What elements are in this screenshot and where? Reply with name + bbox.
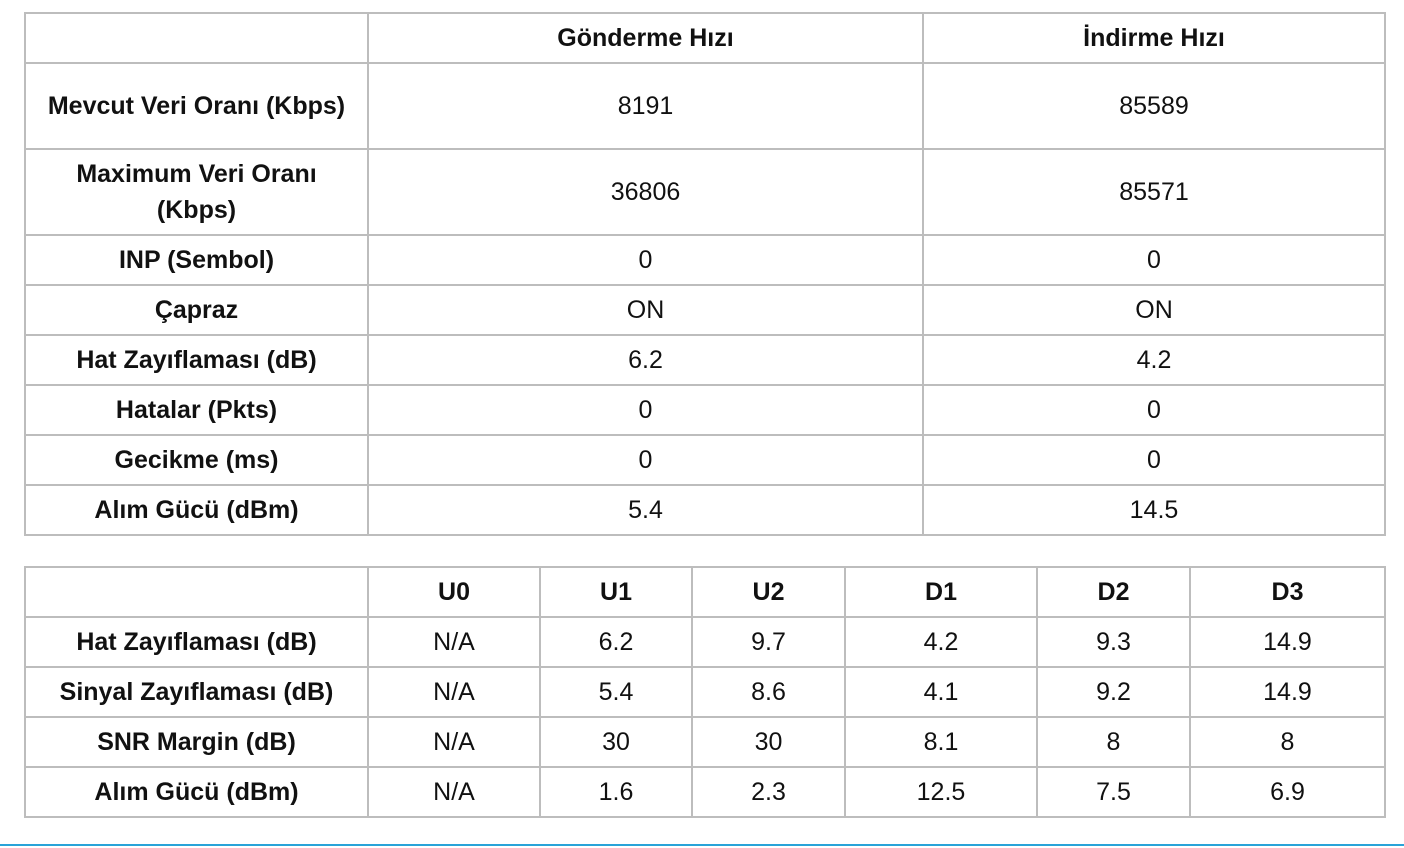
table-cell: N/A [368, 667, 540, 717]
column-header-d1: D1 [845, 567, 1037, 617]
table-row [25, 285, 1385, 335]
table-cell: 8 [1190, 717, 1385, 767]
download-value: 4.2 [923, 335, 1385, 385]
download-value: 0 [923, 385, 1385, 435]
table-row [25, 485, 1385, 535]
table-row [25, 717, 1385, 767]
table-row [25, 149, 1385, 235]
column-header-u1: U1 [540, 567, 692, 617]
table-cell: 30 [692, 717, 845, 767]
table-cell: 9.2 [1037, 667, 1190, 717]
table-cell: 4.1 [845, 667, 1037, 717]
table-cell: 4.2 [845, 617, 1037, 667]
table-cell: 5.4 [540, 667, 692, 717]
table-row [25, 385, 1385, 435]
table-cell: N/A [368, 717, 540, 767]
table-cell: 1.6 [540, 767, 692, 817]
upload-value: ON [368, 285, 923, 335]
row-label: Çapraz [25, 285, 368, 335]
band-table [24, 566, 1386, 818]
accent-divider [0, 844, 1404, 846]
table-row [25, 235, 1385, 285]
table-cell: 8.6 [692, 667, 845, 717]
table-cell: 12.5 [845, 767, 1037, 817]
table-row [25, 435, 1385, 485]
column-header-u0: U0 [368, 567, 540, 617]
upload-value: 0 [368, 435, 923, 485]
row-label: Gecikme (ms) [25, 435, 368, 485]
table-cell: N/A [368, 617, 540, 667]
row-label: Alım Gücü (dBm) [25, 767, 368, 817]
table-cell: 9.3 [1037, 617, 1190, 667]
table-cell: N/A [368, 767, 540, 817]
download-value: ON [923, 285, 1385, 335]
table-cell: 7.5 [1037, 767, 1190, 817]
table-cell: 8.1 [845, 717, 1037, 767]
upload-value: 0 [368, 385, 923, 435]
download-value: 0 [923, 235, 1385, 285]
upload-value: 6.2 [368, 335, 923, 385]
download-value: 0 [923, 435, 1385, 485]
column-header-u2: U2 [692, 567, 845, 617]
speed-table-corner [25, 13, 368, 63]
table-cell: 9.7 [692, 617, 845, 667]
upload-value: 8191 [368, 63, 923, 149]
row-label: Sinyal Zayıflaması (dB) [25, 667, 368, 717]
row-label: Maximum Veri Oranı (Kbps) [25, 149, 368, 235]
upload-value: 36806 [368, 149, 923, 235]
row-label: Hat Zayıflaması (dB) [25, 617, 368, 667]
table-cell: 6.9 [1190, 767, 1385, 817]
column-header-download: İndirme Hızı [923, 13, 1385, 63]
table-cell: 6.2 [540, 617, 692, 667]
row-label: Hatalar (Pkts) [25, 385, 368, 435]
row-label: Alım Gücü (dBm) [25, 485, 368, 535]
speed-table-header [25, 13, 1385, 63]
upload-value: 5.4 [368, 485, 923, 535]
column-header-d3: D3 [1190, 567, 1385, 617]
download-value: 85571 [923, 149, 1385, 235]
column-header-d2: D2 [1037, 567, 1190, 617]
table-cell: 8 [1037, 717, 1190, 767]
table-row [25, 617, 1385, 667]
table-row [25, 335, 1385, 385]
row-label: Hat Zayıflaması (dB) [25, 335, 368, 385]
upload-value: 0 [368, 235, 923, 285]
table-cell: 30 [540, 717, 692, 767]
row-label: INP (Sembol) [25, 235, 368, 285]
column-header-upload: Gönderme Hızı [368, 13, 923, 63]
speed-table [24, 12, 1386, 536]
row-label: SNR Margin (dB) [25, 717, 368, 767]
band-table-corner [25, 567, 368, 617]
table-cell: 14.9 [1190, 617, 1385, 667]
table-cell: 14.9 [1190, 667, 1385, 717]
band-table-header [25, 567, 1385, 617]
table-row [25, 667, 1385, 717]
row-label: Mevcut Veri Oranı (Kbps) [25, 63, 368, 149]
table-row [25, 767, 1385, 817]
table-row [25, 63, 1385, 149]
table-cell: 2.3 [692, 767, 845, 817]
download-value: 85589 [923, 63, 1385, 149]
download-value: 14.5 [923, 485, 1385, 535]
